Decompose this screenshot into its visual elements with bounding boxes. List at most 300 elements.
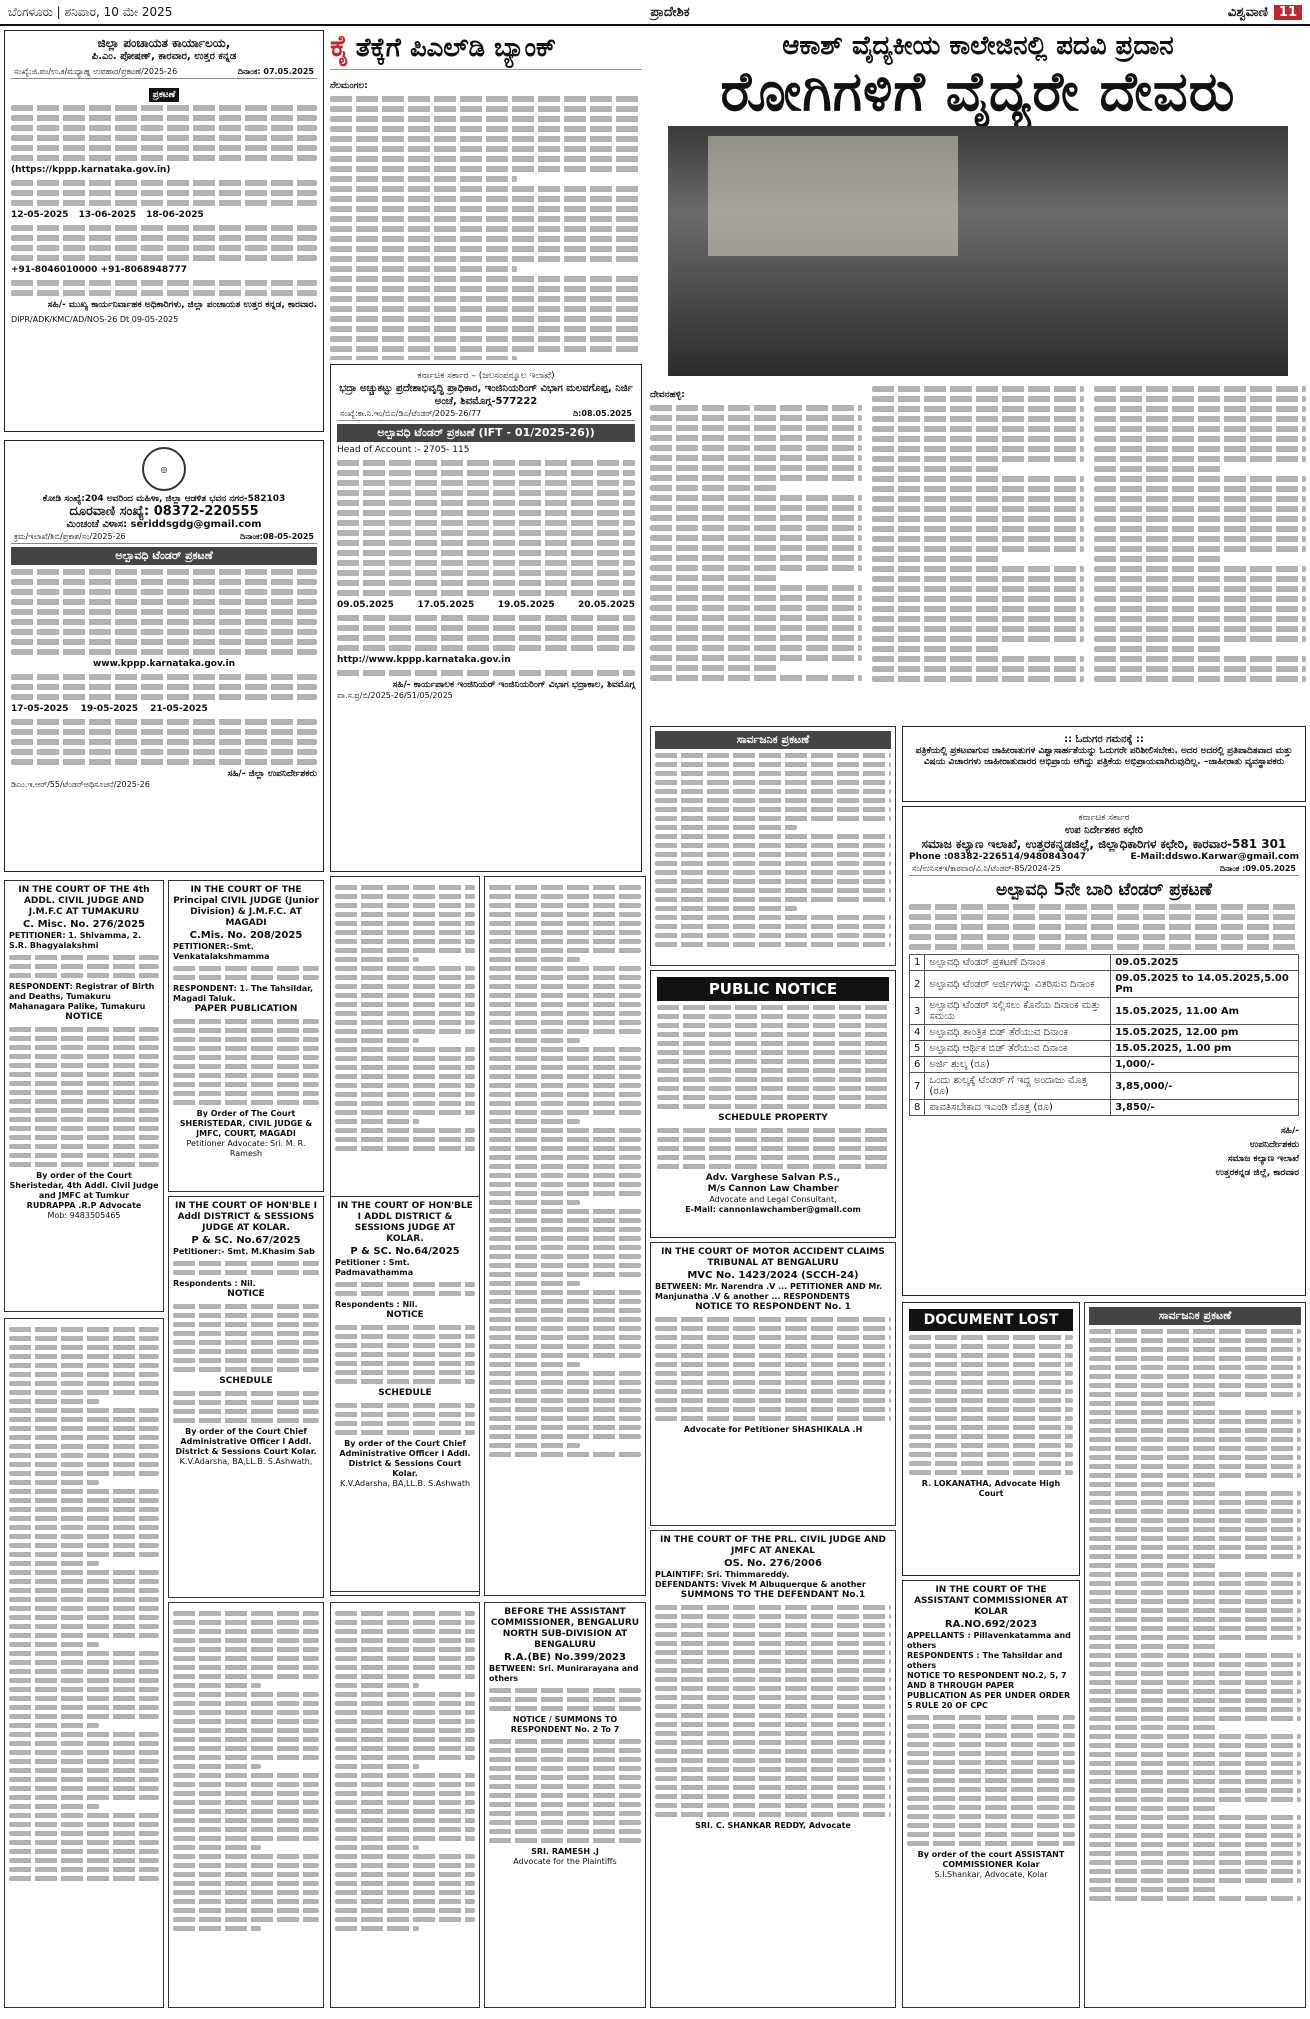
text-line (489, 1317, 641, 1322)
swd-cell-item: ಅಲ್ಪಾವಧಿ ಟೆಂಡರ್ ಸಲ್ಲಿಸಲು ಕೊನೆಯ ದಿನಾಂಕ ಮತ್ತು ಸಮಯ (925, 998, 1111, 1025)
text-line (489, 912, 641, 917)
text-line (1094, 566, 1306, 572)
text-line (330, 166, 642, 172)
text-line (489, 1443, 580, 1448)
text-line (335, 1002, 475, 1007)
text-line (650, 615, 862, 621)
court-notice-ac-kolar (902, 1580, 1080, 2008)
text-line (335, 1782, 475, 1787)
text-line (330, 146, 642, 152)
swd-cell-no: 2 (910, 971, 925, 998)
text-line (9, 1516, 159, 1521)
text-line (173, 1746, 319, 1751)
text-line (173, 1836, 319, 1841)
text-line (489, 1227, 641, 1232)
text-line (1094, 576, 1306, 582)
text-line (173, 1827, 319, 1832)
text-line (655, 798, 891, 803)
swd-dept: ಉಪ ನಿರ್ದೇಶಕರ ಕಛೇರಿ (1065, 825, 1143, 836)
text-line (872, 476, 1084, 482)
text-line (1089, 1401, 1216, 1406)
c3-respondent: Respondents : Nil. (173, 1279, 256, 1288)
text-line (1089, 1383, 1301, 1388)
zp-phone: +91-8046010000 +91-8068948777 (11, 265, 187, 275)
public-notice-kannada-2 (1084, 1302, 1306, 2008)
text-line (330, 136, 642, 142)
pwd-gov: ಕರ್ನಾಟಕ ಸರ್ಕಾರ – (ಜಲಸಂಪನ್ಮೂಲ ಇಲಾಖೆ) (417, 371, 555, 381)
text-line (173, 1692, 319, 1697)
text-line (335, 1809, 475, 1814)
text-line (9, 1606, 159, 1611)
text-line (173, 1908, 319, 1913)
swd-email: E-Mail:ddswo.Karwar@gmail.com (1130, 852, 1299, 862)
text-line (655, 888, 891, 893)
text-line (335, 1890, 475, 1895)
text-line (489, 903, 641, 908)
kodi-org: ಕೋಡಿ ಸಂಖ್ಯೆ:204 ಅವರಿಂದ ಮಹಿಳಾ, ಜಿಲ್ಲಾ ಆಡಳಿತ ಭವನ ನಗರ-582103 (42, 494, 286, 504)
text-line (173, 1719, 319, 1724)
text-line (489, 1155, 641, 1160)
text-line (872, 586, 1084, 592)
pld-bank-story (330, 30, 642, 360)
text-line (9, 1633, 159, 1638)
c8-adv: S.I.Shankar, Advocate, Kolar (934, 1870, 1048, 1879)
court-notice-magadi (168, 880, 324, 1192)
text-line (335, 1146, 475, 1151)
kodi-label: ಅಲ್ಪಾವಧಿ ಟೆಂಡರ್ ಪ್ರಕಟಣೆ (11, 547, 317, 565)
text-line (330, 346, 642, 352)
text-line (489, 993, 641, 998)
c3-order: By order of the Court Chief Administrative Officer I Addl. District & Sessions Court Kolar. (175, 1427, 317, 1456)
text-line (489, 1335, 641, 1340)
text-line (1089, 1851, 1301, 1856)
swd-ref: ಸಂ/ಉನಿಸಕಇ/ಕಾರವಾರ/ವಿ.ನಿ/ಟೆಂಡರ್-85/2024-25 (912, 864, 1061, 873)
text-line (650, 605, 862, 611)
c2-petitioner: PETITIONER:-Smt. Venkatalakshmamma (173, 942, 270, 961)
court-notice-kolar-67 (168, 1196, 324, 1598)
pn-kn2-label: ಸಾರ್ವಜನಿಕ ಪ್ರಕಟಣೆ (1089, 1307, 1301, 1325)
text-line (173, 1863, 319, 1868)
c2-label: PAPER PUBLICATION (194, 1004, 298, 1014)
text-line (872, 516, 1084, 522)
text-line (1094, 636, 1306, 642)
text-line (1089, 1725, 1216, 1730)
text-line (872, 386, 1084, 392)
c3-notice: NOTICE (227, 1289, 265, 1299)
kodi-tender-notice (4, 440, 324, 872)
text-line (1089, 1392, 1301, 1397)
swd-cell-no: 6 (910, 1057, 925, 1073)
text-line (173, 1917, 319, 1922)
kodi-ref2: ಡಿಎಂ.ಇ.ಆರ್/55/ಟೆಂಡರ್‌ಅಧಿಸೂಚನೆ/2025-26 (11, 780, 150, 789)
pn-kn-label: ಸಾರ್ವಜನಿಕ ಪ್ರಕಟಣೆ (655, 731, 891, 749)
text-line (655, 834, 891, 839)
zp-ref-row (11, 66, 317, 79)
swd-cell-value: 15.05.2025, 1.00 pm (1111, 1041, 1299, 1057)
text-line (9, 1453, 159, 1458)
swd-signature (909, 1124, 1299, 1180)
text-line (650, 505, 862, 511)
text-line (1089, 1626, 1301, 1631)
c1-petitioner: PETITIONER: 1. Shivamma, 2. S.R. Bhagyalakshmi (9, 931, 142, 950)
swd-table-row (910, 1100, 1299, 1116)
govt-emblem-icon: ◎ (142, 447, 186, 491)
text-line (489, 1362, 580, 1367)
text-line (335, 1665, 475, 1670)
swd-cell-item: ಅಲ್ಪಾವಧಿ ಆರ್ಥಿಕ ಬಿಡ್ ತೆರೆಯುವ ದಿನಾಂಕ (925, 1041, 1111, 1057)
text-line (650, 405, 862, 411)
text-line (489, 1164, 641, 1169)
text-line (173, 1773, 319, 1778)
swd-cell-item: ಅಲ್ಪಾವಧಿ ಟೆಂಡರ್ ಪ್ರಕಟಣೆ ದಿನಾಂಕ (925, 955, 1111, 971)
text-line (173, 1620, 319, 1625)
text-line (1094, 616, 1306, 622)
text-line (9, 1768, 159, 1773)
public-notice-kannada (650, 726, 896, 966)
text-line (9, 1408, 159, 1413)
text-line (1094, 536, 1306, 542)
text-line (1089, 1653, 1301, 1658)
text-line (489, 1200, 580, 1205)
text-line (173, 1899, 319, 1904)
text-line (1089, 1419, 1301, 1424)
text-line (1089, 1446, 1301, 1451)
swd-table-row (910, 1073, 1299, 1100)
text-line (489, 885, 641, 890)
text-line (1089, 1860, 1301, 1865)
pn-en-adv: Adv. Varghese Salvan P.S., (705, 1173, 841, 1183)
text-line (1089, 1644, 1216, 1649)
text-line (1089, 1428, 1301, 1433)
text-line (1089, 1518, 1301, 1523)
text-line (872, 636, 1084, 642)
text-line (9, 1435, 159, 1440)
text-line (330, 226, 642, 232)
c6-notice: NOTICE TO RESPONDENT No. 1 (695, 1302, 851, 1312)
kannada-court-notices-col4 (484, 876, 646, 1596)
text-line (330, 196, 642, 202)
text-line (173, 1818, 319, 1823)
swd-ref-row (909, 863, 1299, 876)
document-lost-notice (902, 1302, 1080, 1576)
text-line (1089, 1608, 1301, 1613)
pn-en-email: E-Mail: cannonlawchamber@gmail.com (685, 1205, 861, 1214)
text-line (335, 957, 419, 962)
c7-court: IN THE COURT OF THE PRL. CIVIL JUDGE AND JMFC AT ANEKAL (660, 1535, 886, 1556)
text-line (1089, 1671, 1301, 1676)
swd-office: ಸಮಾಜ ಕಲ್ಯಾಣ ಇಲಾಖೆ, ಉತ್ತರಕನ್ನಡಜಿಲ್ಲೆ, ಜಿಲ್ಲಾಧಿಕಾರಿಗಳ ಕಛೇರಿ, ಕಾರವಾರ-581 301 (921, 837, 1287, 851)
text-line (330, 276, 642, 282)
text-line (489, 1308, 641, 1313)
text-line (335, 1773, 475, 1778)
court-notice-ac-bengaluru (484, 1602, 646, 2008)
text-line (1089, 1536, 1301, 1541)
c7-summons: SUMMONS TO THE DEFENDANT No.1 (680, 1590, 866, 1600)
text-line (335, 1047, 475, 1052)
text-line (173, 1890, 319, 1895)
c1-mob: Mob: 9483505465 (47, 1211, 121, 1220)
text-line (1089, 1635, 1301, 1640)
text-line (330, 236, 642, 242)
section-label: ಪ್ರಾದೇಶಿಕ (650, 4, 690, 20)
text-line (9, 1363, 159, 1368)
text-line (9, 1336, 159, 1341)
text-line (489, 1092, 641, 1097)
text-line (489, 957, 580, 962)
page-number: 11 (1274, 5, 1302, 20)
text-line (335, 1872, 475, 1877)
text-line (1094, 656, 1306, 662)
text-line (489, 1074, 641, 1079)
text-line (489, 948, 641, 953)
zp-date-1: 12-05-2025 (11, 210, 69, 220)
text-line (872, 676, 1084, 682)
text-line (330, 216, 642, 222)
kodi-url: www.kppp.karnataka.gov.in (92, 659, 236, 669)
text-line (1089, 1752, 1301, 1757)
text-line (489, 1101, 641, 1106)
text-line (650, 515, 862, 521)
text-line (173, 1647, 319, 1652)
text-line (1094, 606, 1306, 612)
pwd-label: ಅಲ್ಪಾವಧಿ ಟೆಂಡರ್ ಪ್ರಕಟಣೆ (IFT - 01/2025-26)) (337, 424, 635, 442)
text-line (173, 1611, 319, 1616)
text-line (489, 1326, 641, 1331)
swd-table-row (910, 955, 1299, 971)
text-line (489, 1245, 641, 1250)
court-notice-tumakuru (4, 880, 164, 1312)
text-line (655, 861, 891, 866)
text-line (872, 466, 999, 472)
c8-order: By order of the court ASSISTANT COMMISSIONER Kolar (917, 1850, 1065, 1869)
swd-cell-item: ಒಂದು ಶುಲ್ಕಕ್ಕೆ ಟೆಂಡರ್ ಗೆ ಇದ್ದ ಅಂದಾಜು ಮೊತ್ತ (ರೂ) (925, 1073, 1111, 1100)
text-line (650, 665, 777, 671)
text-line (1089, 1545, 1301, 1550)
swd-cell-no: 3 (910, 998, 925, 1025)
text-line (9, 1759, 159, 1764)
text-line (1089, 1572, 1301, 1577)
pwd-date-3: 19.05.2025 (497, 600, 555, 610)
c5-case: R.A.(BE) No.399/2023 (504, 1652, 626, 1663)
text-line (335, 1137, 475, 1142)
text-line (1094, 476, 1306, 482)
text-line (335, 1683, 419, 1688)
c6-case: MVC No. 1423/2024 (SCCH-24) (687, 1270, 859, 1281)
c8-appellants: APPELLANTS : Pillavenkatamma and others (907, 1631, 1071, 1650)
text-line (173, 1881, 319, 1886)
pwd-sign: ಸಹಿ/- ಕಾರ್ಯಪಾಲಕ ಇಂಜಿನಿಯರ್ ಇಂಜಿನಿಯರಿಂಗ್ ವಿಭಾಗ ಭದ್ರಾಕಾಲ, ಶಿವಮೊಗ್ಗ (392, 680, 635, 690)
c2-case: C.Mis. No. 208/2025 (189, 930, 303, 941)
text-line (335, 930, 475, 935)
text-line (655, 915, 891, 920)
text-line (489, 1290, 641, 1295)
text-line (489, 984, 641, 989)
text-line (173, 1782, 319, 1787)
kodi-dates (11, 704, 317, 715)
text-line (1094, 466, 1221, 472)
text-line (1089, 1329, 1301, 1334)
text-line (1094, 426, 1306, 432)
text-line (9, 1399, 99, 1404)
pn-en-firm2: Advocate and Legal Consultant, (709, 1195, 837, 1204)
kodi-ref-date: ದಿನಾಂಕ:08-05-2025 (240, 532, 314, 541)
text-line (1089, 1761, 1301, 1766)
text-line (1089, 1698, 1301, 1703)
pn-en-schedule: SCHEDULE PROPERTY (718, 1113, 828, 1123)
text-line (872, 546, 1084, 552)
text-line (9, 1354, 159, 1359)
swd-table-row (910, 998, 1299, 1025)
text-line (1094, 596, 1306, 602)
text-line (1094, 526, 1306, 532)
zp-portal-url: (https://kppp.karnataka.gov.in) (11, 165, 171, 175)
swd-cell-item: ಅಲ್ಪಾವಧಿ ತಾಂತ್ರಿಕ ಬಿಡ್ ತೆರೆಯುವ ದಿನಾಂಕ (925, 1025, 1111, 1041)
text-line (335, 1656, 475, 1661)
text-line (9, 1723, 99, 1728)
text-line (1094, 556, 1221, 562)
text-line (330, 256, 642, 262)
c6-between: BETWEEN: Mr. Narendra .V ... PETITIONER AND Mr. Manjunatha .V & another ... RESPONDENTS (655, 1282, 883, 1301)
text-line (1094, 436, 1306, 442)
text-line (9, 1804, 99, 1809)
text-line (1089, 1869, 1301, 1874)
pwd-url: http://www.kppp.karnataka.gov.in (337, 655, 511, 665)
text-line (335, 1674, 475, 1679)
zp-label: ಪ್ರಕಟಣೆ (149, 88, 180, 102)
disclaimer-text: ಪತ್ರಿಕೆಯಲ್ಲಿ ಪ್ರಕಟವಾಗುವ ಜಾಹೀರಾತುಗಳ ವಿಶ್ವಾಸಾರ್ಹತೆಯನ್ನು ಓದುಗರೇ ಪರಿಶೀಲಿಸಬೇಕು. ಅದರ ಅದರಲ್ಲಿ ಪ್ರತಿಪಾದಿತವಾದ ಮತ್ತು ವಿಷಯ ವಿಚಾರಗಳು ಜಾಹೀರಾತುದಾರರ ಅಭಿಪ್ರಾಯ ಆಗಿದ್ದು ಪತ್ರಿಕೆಯ ಅಭಿಪ್ರಾಯವಾಗಿರುವುದಿಲ್ಲ. –ಜಾಹೀರಾತು ವ್ಯವಸ್ಥಾಪಕರು (915, 746, 1293, 767)
disclaimer-title: :: ಓದುಗರ ಗಮನಕ್ಕೆ :: (1064, 734, 1144, 745)
text-line (1089, 1374, 1301, 1379)
text-line (650, 655, 862, 661)
pwd-ref: ಸಂಖ್ಯೆ:ಕಾ.ನಿ.ಇಂ/ಬಿಎ/ಡಿಎ/ಟೆಂಡರ್/2025-26/77 (340, 409, 482, 418)
pwd-head: Head of Account :- 2705- 115 (337, 445, 470, 455)
c7-plaintiff: PLAINTIFF: Sri. Thimmareddy. (655, 1570, 790, 1579)
text-line (872, 576, 1084, 582)
text-line (489, 1110, 641, 1115)
text-line (335, 1692, 475, 1697)
text-line (655, 897, 891, 902)
text-line (1089, 1779, 1301, 1784)
text-line (655, 807, 891, 812)
text-line (9, 1867, 159, 1872)
text-line (335, 1011, 475, 1016)
text-line (335, 948, 475, 953)
text-line (1089, 1455, 1301, 1460)
text-line (489, 1218, 641, 1223)
zp-sign: ಸಹಿ/- ಮುಖ್ಯ ಕಾರ್ಯನಿರ್ವಾಹಕ ಅಧಿಕಾರಿಗಳು, ಜಿಲ್ಲಾ ಪಂಚಾಯತ ಉತ್ತರ ಕನ್ನಡ, ಕಾರವಾರ. (47, 300, 317, 310)
text-line (489, 1452, 641, 1457)
text-line (650, 525, 862, 531)
text-line (9, 1471, 159, 1476)
text-line (9, 1579, 159, 1584)
c1-court: IN THE COURT OF THE 4th ADDL. CIVIL JUDGE AND J.M.F.C AT TUMAKURU (18, 885, 150, 917)
text-line (650, 565, 862, 571)
text-line (872, 606, 1084, 612)
swd-gov: ಕರ್ನಾಟಕ ಸರ್ಕಾರ (1078, 813, 1130, 823)
text-line (330, 126, 642, 132)
text-line (650, 635, 862, 641)
text-line (330, 306, 642, 312)
text-line (1089, 1689, 1301, 1694)
text-line (650, 575, 777, 581)
text-line (330, 186, 642, 192)
text-line (489, 1191, 641, 1196)
text-line (872, 536, 1084, 542)
text-line (655, 825, 797, 830)
kodi-ref: ಕ್ರಮ/ಇಲಾಖೆ/ಶಿಬಿ/ಪ್ರಕಾಶ/ಸಂ/2025-26 (14, 532, 126, 541)
court-notice-anekal (650, 1530, 896, 2008)
text-line (489, 1011, 641, 1016)
text-line (330, 356, 517, 360)
text-line (655, 843, 891, 848)
text-line (872, 596, 1084, 602)
text-line (335, 1056, 475, 1061)
text-line (872, 396, 1084, 402)
c3-court: IN THE COURT OF HON'BLE I Addl DISTRICT & SESSIONS JUDGE AT KOLAR. (175, 1201, 317, 1233)
c7-case: OS. No. 276/2006 (724, 1558, 822, 1569)
text-line (650, 535, 862, 541)
text-line (335, 1917, 475, 1922)
pwd-ref-row (337, 408, 635, 421)
text-line (1089, 1500, 1301, 1505)
swd-cell-no: 8 (910, 1100, 925, 1116)
text-line (489, 1398, 641, 1403)
text-line (335, 894, 475, 899)
text-line (173, 1854, 319, 1859)
kodi-phone: ದೂರವಾಣಿ ಸಂಖ್ಯೆ: 08372-220555 (69, 504, 259, 519)
court-notice-kolar-64 (330, 1196, 480, 1592)
akash-dateline: ದೇವನಹಳ್ಳಿ: (650, 390, 685, 400)
c1-case: C. Misc. No. 276/2025 (22, 919, 146, 930)
text-line (489, 1002, 641, 1007)
text-line (9, 1813, 159, 1818)
text-line (1089, 1527, 1301, 1532)
text-line (335, 1083, 475, 1088)
text-line (1094, 666, 1306, 672)
text-line (1089, 1662, 1301, 1667)
text-line (1089, 1887, 1216, 1892)
text-line (173, 1872, 319, 1877)
text-line (335, 939, 475, 944)
text-line (335, 1908, 475, 1913)
text-line (489, 1038, 580, 1043)
c4-order: By order of the Court Chief Administrative Officer I Addl. District & Sessions Court Kolar. (339, 1439, 471, 1478)
text-line (1089, 1554, 1301, 1559)
swd-cell-item: ಪಾವತಿಸಬೇಕಾದ ಇಎಂಡಿ ಮೊತ್ತ (ರೂ) (925, 1100, 1111, 1116)
zp-dates (11, 210, 317, 221)
text-line (1089, 1437, 1301, 1442)
kannada-court-notices-col2 (168, 1602, 324, 2008)
text-line (335, 1800, 475, 1805)
text-line (335, 1065, 475, 1070)
zp-date-2: 13-06-2025 (78, 210, 137, 220)
text-line (1089, 1707, 1301, 1712)
text-line (1089, 1491, 1301, 1496)
text-line (335, 1611, 475, 1616)
text-line (335, 1899, 475, 1904)
text-line (335, 1101, 475, 1106)
header-date: ಬೆಂಗಳೂರು | ಶನಿವಾರ, 10 ಮೇ 2025 (8, 4, 173, 19)
c7-adv: SRI. C. SHANKAR REDDY, Advocate (695, 1821, 851, 1830)
swd-cell-value: 09.05.2025 (1111, 955, 1299, 971)
kodi-date-3: 21-05-2025 (150, 704, 208, 714)
text-line (173, 1728, 319, 1733)
text-line (335, 993, 475, 998)
c2-order: By Order of The Court SHERISTEDAR, CIVIL JUDGE & JMFC, COURT, MAGADI (179, 1109, 313, 1138)
swd-cell-value: 09.05.2025 to 14.05.2025,5.00 Pm (1111, 971, 1299, 998)
text-line (335, 1038, 419, 1043)
text-line (872, 666, 1084, 672)
